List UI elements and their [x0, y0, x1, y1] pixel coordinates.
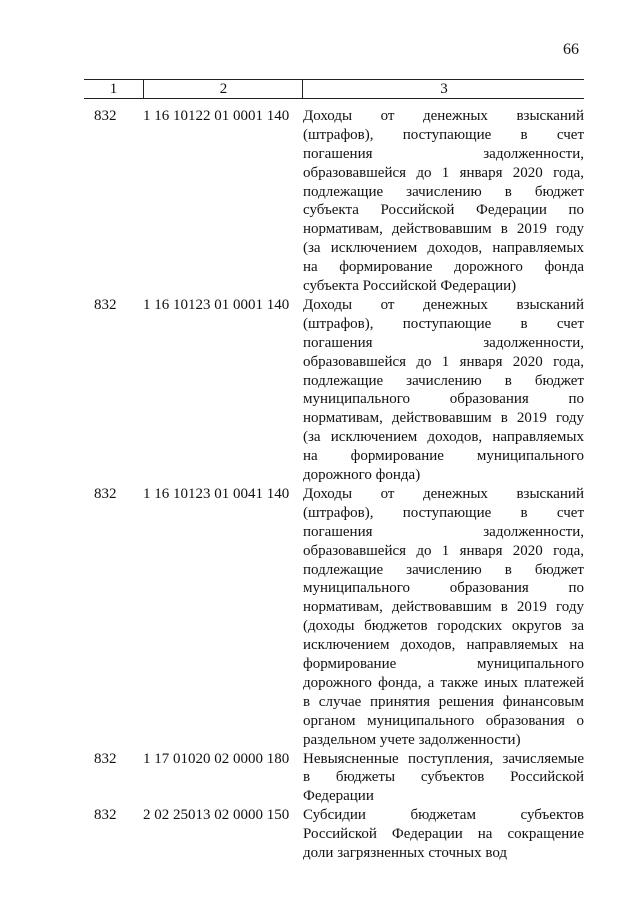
description-line: Российской Федерации на сокращение [303, 826, 584, 843]
description-line: (штрафов), поступающие в счет [303, 126, 584, 143]
description-line: раздельном учете задолженности) [303, 731, 521, 748]
description-line: дорожного фонда, а также иных платежей [303, 674, 584, 691]
description-line: в случае принятия решения финансовым [303, 693, 584, 710]
budget-classification-code: 1 16 10122 01 0001 140 [143, 108, 290, 124]
header-col-3: 3 [302, 80, 585, 98]
description-line: (за исключением доходов, направляемых [303, 429, 584, 446]
description-line: нормативам, действовавшим в 2019 году [303, 599, 584, 616]
description-line: образовавшейся до 1 января 2020 года, [303, 353, 584, 370]
budget-classification-code: 1 17 01020 02 0000 180 [143, 750, 290, 767]
admin-code: 832 [94, 486, 117, 502]
description-line: образовавшейся до 1 января 2020 года, [303, 542, 584, 559]
revenue-description [303, 296, 584, 485]
revenue-description [303, 750, 584, 807]
description-line: (доходы бюджетов городских округов за [303, 618, 584, 635]
description-line: субъекта Российской Федерации по [303, 202, 584, 219]
description-line: муниципального образования по [303, 580, 584, 597]
admin-code: 832 [94, 108, 117, 124]
description-line: на формирование дорожного фонда [303, 259, 584, 276]
description-line: доли загрязненных сточных вод [303, 845, 508, 862]
description-line: формирование муниципального [303, 656, 584, 673]
revenue-description [303, 107, 584, 296]
description-line: в бюджеты субъектов Российской [303, 769, 584, 786]
description-line: подлежащие зачислению в бюджет [303, 183, 584, 200]
header-col-1: 1 [109, 81, 118, 97]
description-line: (штрафов), поступающие в счет [303, 315, 584, 332]
description-line: Федерации [303, 788, 374, 805]
budget-classification-code: 2 02 25013 02 0000 150 [143, 807, 290, 824]
description-line: дорожного фонда) [303, 467, 421, 484]
header-col-2: 2 [143, 80, 303, 98]
description-line: образовавшейся до 1 января 2020 года, [303, 164, 584, 181]
description-line: погашения задолженности, [303, 334, 584, 351]
description-line: субъекта Российской Федерации) [303, 278, 517, 295]
description-line: погашения задолженности, [303, 145, 584, 162]
description-line: погашения задолженности, [303, 523, 584, 540]
description-line: (за исключением доходов, направляемых [303, 240, 584, 257]
revenue-description [303, 806, 584, 863]
description-line: нормативам, действовавшим в 2019 году [303, 410, 584, 427]
budget-classification-code: 1 16 10123 01 0041 140 [143, 486, 290, 502]
description-line: Субсидии бюджетам субъектов [303, 807, 584, 824]
description-line: органом муниципального образования о [303, 712, 584, 729]
description-line: подлежащие зачислению в бюджет [303, 372, 584, 389]
description-line: нормативам, действовавшим в 2019 году [303, 221, 584, 238]
description-line: Доходы от денежных взысканий [303, 297, 584, 313]
page-number: 66 [563, 41, 579, 58]
admin-code: 832 [94, 807, 117, 824]
budget-classification-code: 1 16 10123 01 0001 140 [143, 297, 290, 313]
admin-code: 832 [94, 297, 117, 313]
description-line: Невыясненные поступления, зачисляемые [303, 750, 584, 767]
description-line: (штрафов), поступающие в счет [303, 504, 584, 521]
admin-code: 832 [94, 750, 117, 767]
description-line: муниципального образования по [303, 391, 584, 408]
description-line: Доходы от денежных взысканий [303, 486, 584, 502]
description-line: подлежащие зачислению в бюджет [303, 561, 584, 578]
description-line: исключением доходов, направляемых на [303, 637, 584, 654]
description-line: на формирование муниципального [303, 448, 584, 465]
table-header [84, 79, 584, 99]
revenue-description [303, 485, 584, 749]
description-line: Доходы от денежных взысканий [303, 108, 584, 124]
